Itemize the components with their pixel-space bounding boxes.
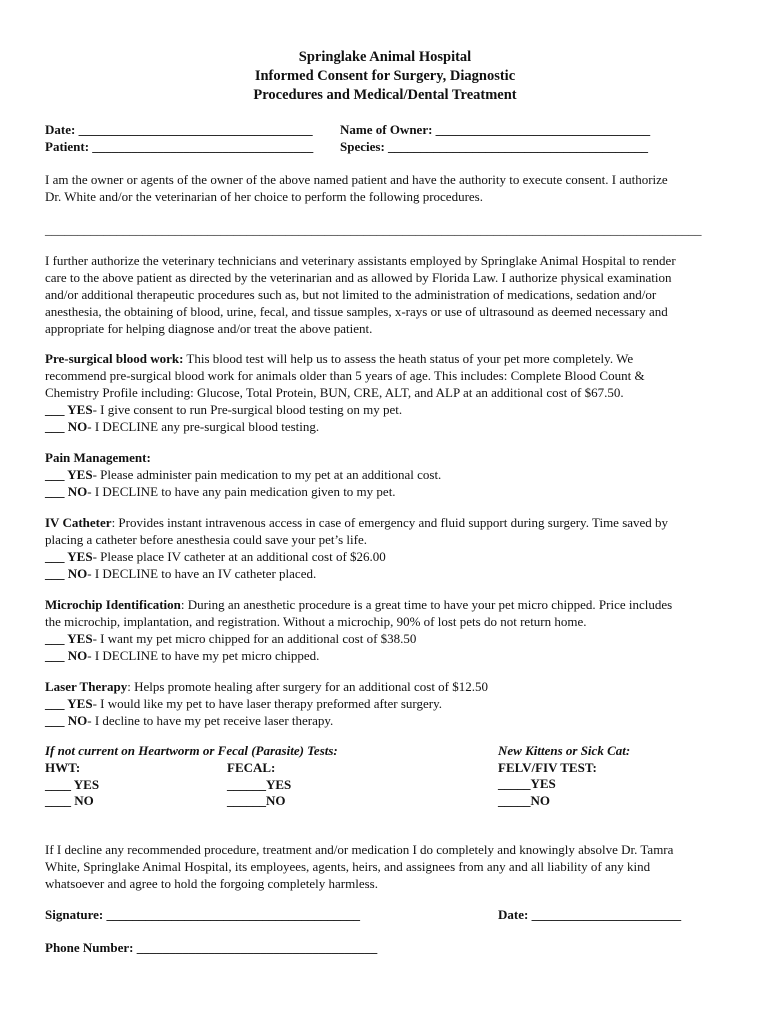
hwt-no-option[interactable]: ____ NO — [45, 793, 94, 808]
title-line-consent: Informed Consent for Surgery, Diagnostic — [254, 68, 516, 84]
laser-yes-option[interactable]: ___ YES- I would like my pet to have laser therapy preformed after surgery. — [45, 696, 442, 711]
iv-catheter-section: IV Catheter: Provides instant intravenous access in case of emergency and fluid support during surgery. Time saved by placing a catheter before anesthesia could save your pet’s life. ___ YES- Please place IV catheter at an additional cost of $26.00 ___ NO- I DECLINE to have an IV catheter placed. — [45, 514, 725, 582]
iv-catheter-heading: IV Catheter — [45, 515, 112, 530]
title-line-procedures: Procedures and Medical/Dental Treatment — [253, 87, 517, 103]
fecal-yes-option[interactable]: ______YES — [227, 776, 292, 792]
blood-work-heading: Pre-surgical blood work: — [45, 351, 184, 366]
form-title — [0, 48, 770, 105]
blood-work-no-option[interactable]: ___ NO- I DECLINE any pre-surgical blood testing. — [45, 419, 320, 434]
hwt-yes-option[interactable]: ____ YES — [45, 776, 100, 792]
fecal-column: FECAL: ______YES ______NO — [227, 760, 292, 808]
procedures-blank-line[interactable]: _____________________________________________________________________________________________________ — [45, 222, 702, 237]
new-kittens-heading: New Kittens or Sick Cat: — [498, 743, 631, 758]
fecal-no-option[interactable]: ______NO — [227, 793, 286, 808]
microchip-yes-option[interactable]: ___ YES- I want my pet micro chipped for an additional cost of $38.50 — [45, 631, 417, 646]
liability-release-paragraph: If I decline any recommended procedure, treatment and/or medication I do completely and knowingly absolve Dr. Tamra White, Springlake Animal Hospital, its employees, agents, heirs, and assignees from any and all liability of any kind whatsoever and agree to hold the forgoing completely harmless. — [45, 842, 674, 891]
date-field[interactable]: Date: ____________________________________ — [45, 122, 313, 137]
felv-fiv-column: New Kittens or Sick Cat: FELV/FIV TEST: _____YES _____NO — [498, 743, 631, 808]
pain-no-option[interactable]: ___ NO- I DECLINE to have any pain medication given to my pet. — [45, 484, 396, 499]
title-line-hospital: Springlake Animal Hospital — [298, 49, 472, 65]
iv-yes-option[interactable]: ___ YES- Please place IV catheter at an additional cost of $26.00 — [45, 549, 386, 564]
authorization-paragraph: I further authorize the veterinary technicians and veterinary assistants employed by Springlake Animal Hospital to render care to the above patient as directed by the veterinarian and as allowed by Florida Law. I authorize physical examination and/or additional therapeutic procedures such as, but not limited to the administration of medications, sedation and/or anesthesia, the obtaining of blood, urine, fecal, and tissue samples, x-rays or use of ultrasound as deemed necessary and appropriate for helping diagnose and/or treat the above patient. — [45, 253, 676, 336]
pain-management-heading: Pain Management: — [45, 450, 151, 465]
pain-yes-option[interactable]: ___ YES- Please administer pain medication to my pet at an additional cost. — [45, 467, 442, 482]
felv-yes-option[interactable]: _____YES — [498, 776, 556, 791]
owner-name-field[interactable]: Name of Owner: _________________________________ — [340, 122, 651, 137]
microchip-section: Microchip Identification: During an anesthetic procedure is a great time to have your pet micro chipped. Price includes the microchip, implantation, and registration. Without a microchip, 90% of lost pets do not return home. ___ YES- I want my pet micro chipped for an additional cost of $38.50 ___ NO- I DECLINE to have my pet micro chipped. — [45, 596, 725, 664]
signature-field[interactable]: Signature: _______________________________________ — [45, 907, 361, 922]
species-field[interactable]: Species: ________________________________________ — [340, 139, 649, 154]
phone-number-field[interactable]: Phone Number: _____________________________________ — [45, 940, 378, 955]
intro-paragraph: I am the owner or agents of the owner of the above named patient and have the authority to execute consent. I authorize Dr. White and/or the veterinarian of her choice to perform the following procedures. — [45, 172, 668, 204]
blood-work-section: Pre-surgical blood work: This blood test will help us to assess the heath status of your pet more completely. We recommend pre-surgical blood work for animals older than 5 years of age. This includes: Complete Blood Count & Chemistry Profile including: Glucose, Total Protein, BUN, CRE, ALT, and ALP at an additional cost of $67.50. ___ YES- I give consent to run Pre-surgical blood testing on my pet. ___ NO- I DECLINE any pre-surgical blood testing. — [45, 350, 725, 435]
signature-date-field[interactable]: Date: _______________________ — [498, 907, 682, 922]
hwt-column: HWT: ____ YES ____ NO — [45, 760, 100, 808]
laser-therapy-section: Laser Therapy: Helps promote healing after surgery for an additional cost of $12.50 ___ YES- I would like my pet to have laser therapy preformed after surgery. ___ NO- I decline to have my pet receive laser therapy. — [45, 678, 725, 729]
felv-no-option[interactable]: _____NO — [498, 792, 550, 808]
microchip-heading: Microchip Identification — [45, 597, 181, 612]
laser-therapy-heading: Laser Therapy — [45, 679, 128, 694]
laser-no-option[interactable]: ___ NO- I decline to have my pet receive laser therapy. — [45, 713, 334, 728]
pain-management-section — [45, 449, 725, 500]
parasite-tests-heading: If not current on Heartworm or Fecal (Parasite) Tests: — [45, 743, 338, 758]
iv-no-option[interactable]: ___ NO- I DECLINE to have an IV catheter placed. — [45, 566, 317, 581]
patient-field[interactable]: Patient: __________________________________ — [45, 139, 314, 154]
microchip-no-option[interactable]: ___ NO- I DECLINE to have my pet micro chipped. — [45, 648, 320, 663]
blood-work-yes-option[interactable]: ___ YES- I give consent to run Pre-surgical blood testing on my pet. — [45, 402, 403, 417]
